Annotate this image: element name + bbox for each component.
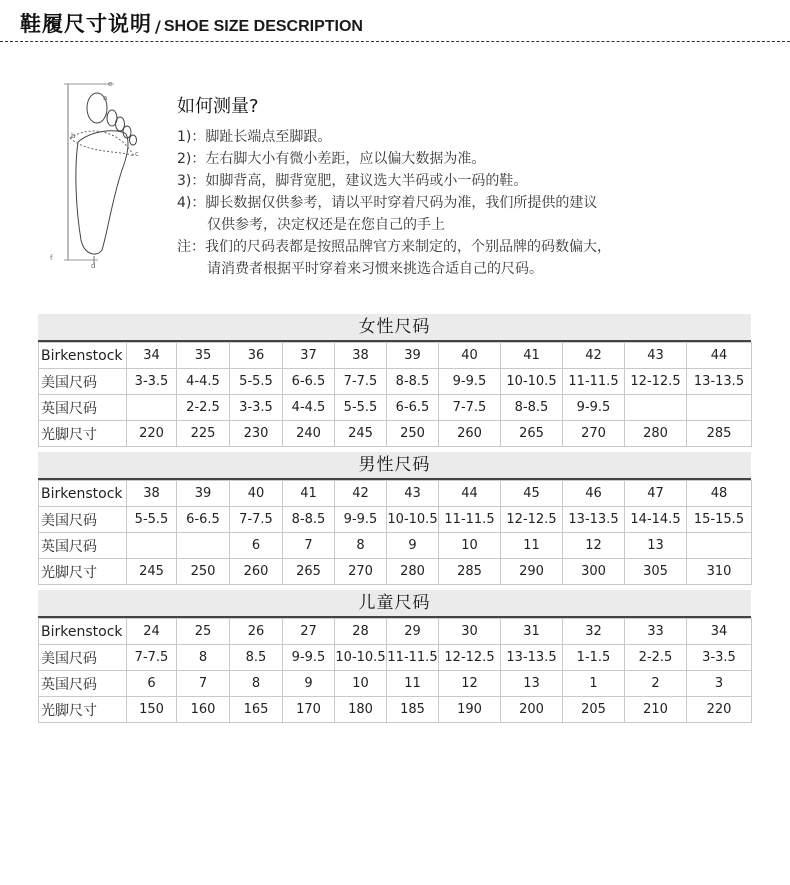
table-cell: 40 xyxy=(230,481,283,507)
table-cell: 12 xyxy=(439,671,501,697)
table-cell: 8-8.5 xyxy=(387,369,439,395)
table-cell: 45 xyxy=(501,481,563,507)
table-cell: 240 xyxy=(283,421,335,447)
table-cell: 30 xyxy=(439,619,501,645)
table-row xyxy=(39,395,752,421)
table-cell: 40 xyxy=(439,343,501,369)
table-cell xyxy=(177,533,230,559)
size-table xyxy=(38,342,752,447)
table-cell: 4-4.5 xyxy=(177,369,230,395)
table-cell: 41 xyxy=(283,481,335,507)
table-cell: 2 xyxy=(625,671,687,697)
row-label: 光脚尺寸 xyxy=(39,697,127,723)
measure-line-3: 3)：如脚背高，脚背宽肥，建议选大半码或小一码的鞋。 xyxy=(177,173,528,189)
table-cell: 7 xyxy=(283,533,335,559)
table-cell: 7-7.5 xyxy=(439,395,501,421)
size-section-title: 儿童尺码 xyxy=(38,590,751,618)
foot-label-a: a xyxy=(103,94,108,102)
size-table xyxy=(38,618,752,723)
foot-label-e: e xyxy=(108,80,113,88)
table-cell: 41 xyxy=(501,343,563,369)
table-cell: 39 xyxy=(177,481,230,507)
size-section-women xyxy=(38,314,751,447)
measure-line-1: 1)：脚趾长端点至脚跟。 xyxy=(177,129,332,145)
table-cell: 32 xyxy=(563,619,625,645)
table-cell: 8.5 xyxy=(230,645,283,671)
table-cell: 34 xyxy=(127,343,177,369)
table-cell: 6 xyxy=(127,671,177,697)
table-cell: 10-10.5 xyxy=(335,645,387,671)
table-cell: 160 xyxy=(177,697,230,723)
table-row xyxy=(39,507,752,533)
table-cell: 9-9.5 xyxy=(335,507,387,533)
table-cell: 11 xyxy=(387,671,439,697)
table-cell: 26 xyxy=(230,619,283,645)
table-cell: 8 xyxy=(177,645,230,671)
table-cell: 7-7.5 xyxy=(127,645,177,671)
table-cell: 3-3.5 xyxy=(687,645,752,671)
table-cell: 12-12.5 xyxy=(501,507,563,533)
table-cell: 10-10.5 xyxy=(501,369,563,395)
table-row xyxy=(39,645,752,671)
table-cell: 8-8.5 xyxy=(501,395,563,421)
table-cell: 310 xyxy=(687,559,752,585)
foot-label-f: f xyxy=(50,254,53,262)
table-cell: 13 xyxy=(501,671,563,697)
table-cell: 28 xyxy=(335,619,387,645)
table-cell: 13-13.5 xyxy=(501,645,563,671)
table-cell: 44 xyxy=(687,343,752,369)
row-label: Birkenstock xyxy=(39,619,127,645)
table-row xyxy=(39,343,752,369)
table-cell: 4-4.5 xyxy=(283,395,335,421)
table-cell: 270 xyxy=(335,559,387,585)
measure-line-4-cont: 仅供参考，决定权还是在您自己的手上 xyxy=(207,217,445,233)
table-cell: 14-14.5 xyxy=(625,507,687,533)
table-row xyxy=(39,533,752,559)
table-row xyxy=(39,697,752,723)
table-cell: 11-11.5 xyxy=(439,507,501,533)
table-cell: 46 xyxy=(563,481,625,507)
table-cell xyxy=(127,533,177,559)
table-cell: 290 xyxy=(501,559,563,585)
table-cell: 205 xyxy=(563,697,625,723)
table-cell: 7 xyxy=(177,671,230,697)
table-cell: 31 xyxy=(501,619,563,645)
table-cell: 13 xyxy=(625,533,687,559)
table-row xyxy=(39,421,752,447)
table-cell: 150 xyxy=(127,697,177,723)
table-cell: 260 xyxy=(230,559,283,585)
table-cell: 190 xyxy=(439,697,501,723)
table-cell: 9-9.5 xyxy=(283,645,335,671)
table-cell: 10 xyxy=(439,533,501,559)
size-table xyxy=(38,480,752,585)
table-cell: 10-10.5 xyxy=(387,507,439,533)
table-cell: 3-3.5 xyxy=(127,369,177,395)
table-cell: 29 xyxy=(387,619,439,645)
table-cell: 220 xyxy=(127,421,177,447)
table-cell: 250 xyxy=(177,559,230,585)
table-row xyxy=(39,369,752,395)
header-divider xyxy=(0,41,790,42)
table-cell: 2-2.5 xyxy=(625,645,687,671)
measure-instructions xyxy=(177,92,611,280)
table-cell: 44 xyxy=(439,481,501,507)
measure-title: 如何测量? xyxy=(177,96,259,117)
table-cell: 42 xyxy=(335,481,387,507)
table-cell: 34 xyxy=(687,619,752,645)
row-label: 英国尺码 xyxy=(39,533,127,559)
table-cell xyxy=(687,395,752,421)
size-section-title: 女性尺码 xyxy=(38,314,751,342)
size-section-men xyxy=(38,452,751,585)
table-cell xyxy=(687,533,752,559)
table-cell: 285 xyxy=(439,559,501,585)
row-label: 美国尺码 xyxy=(39,645,127,671)
row-label: 英国尺码 xyxy=(39,395,127,421)
size-section-title: 男性尺码 xyxy=(38,452,751,480)
table-cell: 260 xyxy=(439,421,501,447)
table-cell: 170 xyxy=(283,697,335,723)
header-separator: / xyxy=(155,17,161,36)
table-cell: 6 xyxy=(230,533,283,559)
table-cell: 13-13.5 xyxy=(563,507,625,533)
table-cell: 265 xyxy=(501,421,563,447)
measure-line-4: 4)：脚长数据仅供参考，请以平时穿着尺码为准，我们所提供的建议 xyxy=(177,195,598,211)
table-cell: 7-7.5 xyxy=(230,507,283,533)
row-label: Birkenstock xyxy=(39,481,127,507)
table-cell: 3-3.5 xyxy=(230,395,283,421)
foot-diagram xyxy=(48,80,146,270)
table-cell: 11 xyxy=(501,533,563,559)
table-cell: 245 xyxy=(127,559,177,585)
table-cell: 8-8.5 xyxy=(283,507,335,533)
table-cell: 2-2.5 xyxy=(177,395,230,421)
table-cell: 36 xyxy=(230,343,283,369)
table-cell: 300 xyxy=(563,559,625,585)
foot-label-c: c xyxy=(135,150,139,158)
table-cell: 39 xyxy=(387,343,439,369)
table-cell: 47 xyxy=(625,481,687,507)
table-cell: 10 xyxy=(335,671,387,697)
row-label: 光脚尺寸 xyxy=(39,559,127,585)
table-row xyxy=(39,671,752,697)
table-cell: 13-13.5 xyxy=(687,369,752,395)
table-cell: 15-15.5 xyxy=(687,507,752,533)
table-cell: 48 xyxy=(687,481,752,507)
table-cell: 1-1.5 xyxy=(563,645,625,671)
table-cell: 12-12.5 xyxy=(625,369,687,395)
table-row xyxy=(39,481,752,507)
header-title-cn: 鞋履尺寸说明 xyxy=(20,12,152,36)
table-cell: 12 xyxy=(563,533,625,559)
size-tables xyxy=(38,314,751,723)
table-cell: 1 xyxy=(563,671,625,697)
table-row xyxy=(39,559,752,585)
table-cell: 12-12.5 xyxy=(439,645,501,671)
table-cell: 25 xyxy=(177,619,230,645)
table-cell: 6-6.5 xyxy=(177,507,230,533)
table-cell: 8 xyxy=(230,671,283,697)
row-label: 英国尺码 xyxy=(39,671,127,697)
header-title-en: SHOE SIZE DESCRIPTION xyxy=(163,18,363,35)
table-cell: 5-5.5 xyxy=(230,369,283,395)
table-cell: 35 xyxy=(177,343,230,369)
foot-label-d: d xyxy=(91,262,96,270)
table-cell: 265 xyxy=(283,559,335,585)
table-cell: 9-9.5 xyxy=(563,395,625,421)
table-cell: 43 xyxy=(625,343,687,369)
table-cell: 11-11.5 xyxy=(563,369,625,395)
table-cell: 180 xyxy=(335,697,387,723)
table-cell: 3 xyxy=(687,671,752,697)
table-cell: 27 xyxy=(283,619,335,645)
table-cell xyxy=(625,395,687,421)
row-label: 美国尺码 xyxy=(39,369,127,395)
table-cell: 230 xyxy=(230,421,283,447)
table-cell: 225 xyxy=(177,421,230,447)
table-cell: 200 xyxy=(501,697,563,723)
table-cell: 5-5.5 xyxy=(335,395,387,421)
table-cell: 33 xyxy=(625,619,687,645)
table-cell: 37 xyxy=(283,343,335,369)
table-cell: 43 xyxy=(387,481,439,507)
row-label: Birkenstock xyxy=(39,343,127,369)
measure-line-2: 2)：左右脚大小有微小差距，应以偏大数据为准。 xyxy=(177,151,486,167)
foot-outline-icon xyxy=(48,80,146,270)
measure-note: 注：我们的尺码表都是按照品牌官方来制定的，个别品牌的码数偏大， xyxy=(177,239,611,255)
measure-note-cont: 请消费者根据平时穿着来习惯来挑选合适自己的尺码。 xyxy=(207,261,543,277)
table-cell: 285 xyxy=(687,421,752,447)
table-cell: 9 xyxy=(387,533,439,559)
table-cell: 210 xyxy=(625,697,687,723)
table-cell: 280 xyxy=(387,559,439,585)
table-cell: 42 xyxy=(563,343,625,369)
row-label: 光脚尺寸 xyxy=(39,421,127,447)
table-cell: 38 xyxy=(335,343,387,369)
table-cell: 9 xyxy=(283,671,335,697)
table-cell: 7-7.5 xyxy=(335,369,387,395)
table-cell: 305 xyxy=(625,559,687,585)
table-row xyxy=(39,619,752,645)
table-cell: 280 xyxy=(625,421,687,447)
table-cell: 245 xyxy=(335,421,387,447)
table-cell: 6-6.5 xyxy=(387,395,439,421)
table-cell: 6-6.5 xyxy=(283,369,335,395)
table-cell: 165 xyxy=(230,697,283,723)
table-cell: 8 xyxy=(335,533,387,559)
table-cell: 185 xyxy=(387,697,439,723)
table-cell: 220 xyxy=(687,697,752,723)
table-cell: 5-5.5 xyxy=(127,507,177,533)
table-cell: 250 xyxy=(387,421,439,447)
foot-label-b: b xyxy=(71,132,76,140)
table-cell: 270 xyxy=(563,421,625,447)
table-cell: 11-11.5 xyxy=(387,645,439,671)
table-cell: 38 xyxy=(127,481,177,507)
page-header xyxy=(20,10,363,38)
size-section-kids xyxy=(38,590,751,723)
row-label: 美国尺码 xyxy=(39,507,127,533)
table-cell xyxy=(127,395,177,421)
table-cell: 9-9.5 xyxy=(439,369,501,395)
table-cell: 24 xyxy=(127,619,177,645)
